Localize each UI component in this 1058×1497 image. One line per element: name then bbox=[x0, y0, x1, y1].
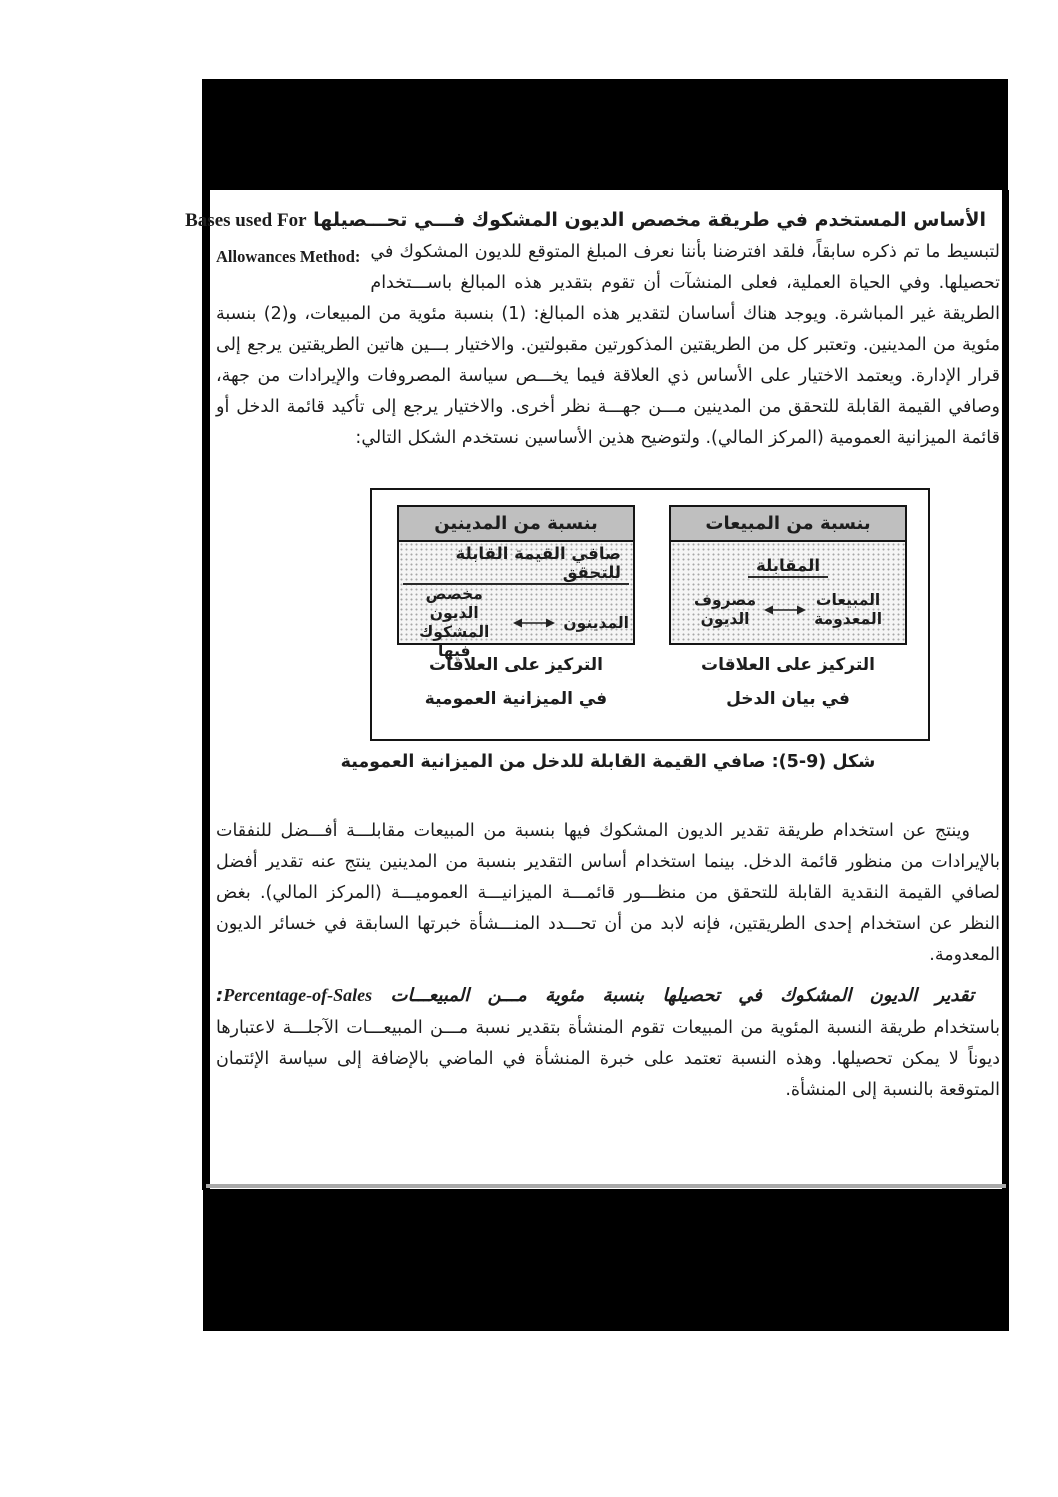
sales-relation-row bbox=[694, 591, 882, 629]
debtors-basis-box bbox=[397, 505, 635, 660]
debtors-item: المدينون bbox=[563, 613, 629, 632]
percentage-of-sales-heading-arabic: تقدير الديون المشكوك في تحصيلها بنسبة مئوية مـــن المبيعـــات bbox=[390, 985, 974, 1006]
percentage-of-sales-heading-english: Percentage-of-Sales bbox=[223, 985, 373, 1005]
paragraph-comparison: وينتج عن استخدام طريقة تقدير الديون المشكوك فيها بنسبة من المبيعات مقابلـــة أفـــضل للنفقات بالإيرادات من منظور قائمة الدخل. بينما استخدام أساس التقدير بنسبة من المدينين ينتج عنه تقدير أفضل لصافي القيمة النقدية القابلة للتحقق من منظـــور قائمـــة الميزانيـــة العموميـــة (المركز المالي). بغض النظر عن استخدام إحدى الطريقتين، فإنه لابد من أن تحـــدد المنـــشأة خبرتها السابقة في خسائر الديون المعدومة. bbox=[216, 821, 1000, 965]
percentage-of-sales-heading bbox=[216, 980, 1000, 1011]
section-title-arabic: الأساس المستخدم في طريقة مخصص الديون المشكوك فـــي تحـــصيلها bbox=[313, 209, 986, 231]
section-title-english: Bases used For bbox=[185, 210, 307, 231]
allowance-doubtful-debts-item: مخصص الديون المشكوك فيها bbox=[419, 585, 490, 660]
double-arrow-icon bbox=[512, 616, 556, 630]
figure-9-5 bbox=[370, 488, 930, 741]
page-bottom-shadow bbox=[206, 1184, 1006, 1188]
balance-sheet-focus-label: التركيز على العلاقات في الميزانية العمومية bbox=[424, 655, 608, 709]
section-title bbox=[185, 205, 1000, 236]
scan-black-header-block bbox=[202, 79, 1008, 190]
paragraph-percentage-of-sales: باستخدام طريقة النسبة المئوية من المبيعات تقوم المنشأة بتقدير نسبة مـــن المبيعـــات الآجلـــة لاعتبارها ديوناً لا يمكن تحصيلها. وهذه النسبة تعتمد على خبرة المنشأة في الماضي بالإضافة إلى سياسة الإئتمان المتوقعة بالنسبة إلى المنشأة. bbox=[216, 1018, 1000, 1100]
net-realizable-value-label: صافي القيمة القابلة للتحقق bbox=[403, 544, 629, 585]
matching-label: المقابلة bbox=[748, 556, 828, 578]
term-allowances-method: Allowances Method: bbox=[216, 247, 361, 266]
sales-item: المبيعات المعدومة bbox=[814, 590, 883, 628]
bad-debt-expense-item: مصروف الديون bbox=[694, 590, 757, 628]
scan-black-footer-block bbox=[203, 1189, 1009, 1331]
sales-basis-box bbox=[669, 505, 907, 645]
double-arrow-icon bbox=[763, 603, 807, 617]
figure-caption: شكل (9-5): صافي القيمة القابلة للدخل من الميزانية العمومية bbox=[340, 752, 876, 772]
page-left-edge-line bbox=[202, 190, 210, 1190]
paragraph-allowances-method-text: لتبسيط ما تم ذكره سابقاً، فلقد افترضنا بأننا نعرف المبلغ المتوقع للديون المشكوك في تحصيلها. وفي الحياة العملية، فعلى المنشآت أن تقوم بتقدير هذه المبالغ باســـتخدام الطريقة غير المباشرة. ويوجد هناك أساسان لتقدير هذه المبالغ: (1) بنسبة مئوية من المبيعات، و(2) بنسبة مئوية من المدينين. وتعتبر كل من الطريقتين المذكورتين مقبولتين. والاختيار بـــين هاتين الطريقتين يرجع إلى قرار الإدارة. ويعتمد الاختيار على الأساس ذي العلاقة فيما يخـــص سياسة المصروفات والإيرادات من جهة، وصافي القيمة القابلة للتحقق من المدينين مـــن جهـــة نظر أخرى. والاختيار يرجع إلى تأكيد قائمة الدخل أو قائمة الميزانية العمومية (المركز المالي). ولتوضيح هذين الأساسين نستخدم الشكل التالي: bbox=[216, 242, 1000, 448]
heading-colon: : bbox=[216, 985, 224, 1006]
income-statement-focus-label: التركيز على العلاقات في بيان الدخل bbox=[700, 655, 876, 709]
paragraph-allowances-method bbox=[216, 237, 1000, 454]
sales-basis-header: بنسبة من المبيعات bbox=[671, 507, 905, 542]
debtors-basis-body bbox=[399, 542, 633, 663]
page-right-edge-line bbox=[1002, 190, 1009, 1190]
sales-basis-body bbox=[671, 542, 905, 643]
debtors-basis-header: بنسبة من المدينين bbox=[399, 507, 633, 542]
